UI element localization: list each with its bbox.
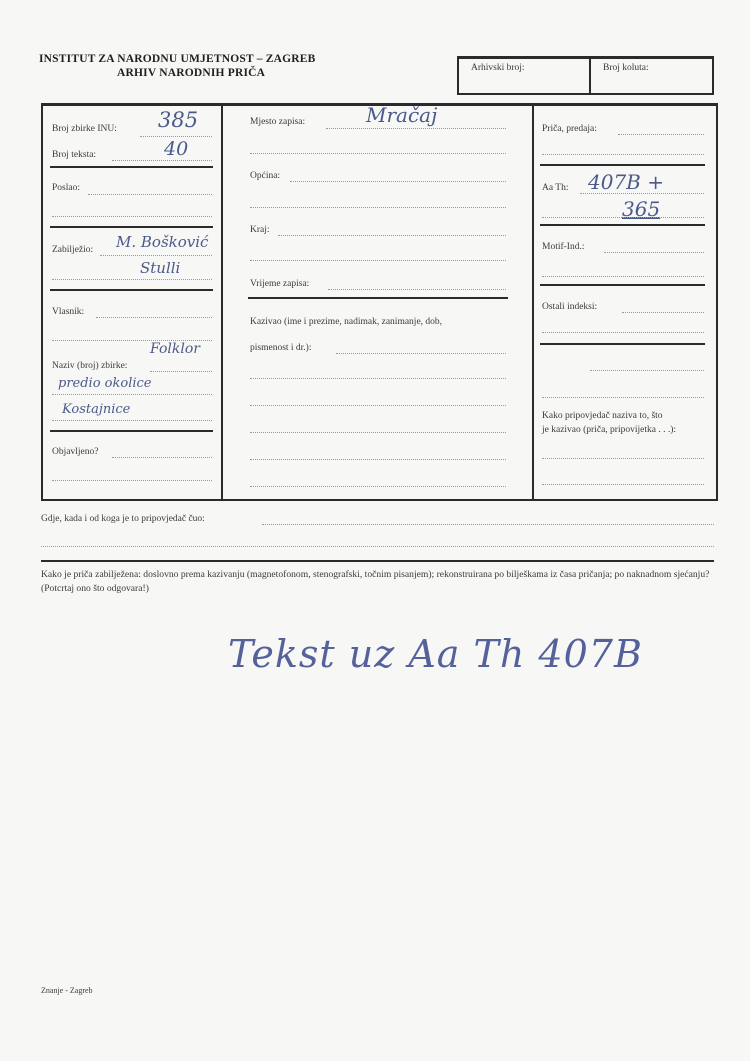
recorder-value-2: Stulli — [140, 259, 181, 277]
aath-line-2 — [542, 217, 704, 218]
story-label: Priča, predaja: — [542, 124, 597, 134]
region-line-2 — [250, 260, 506, 261]
other-line-1 — [622, 312, 704, 313]
recorder-line-1 — [100, 255, 212, 256]
text-number-line — [112, 160, 212, 161]
narrator-label-2: pismenost i dr.): — [250, 343, 312, 353]
owner-line-1 — [96, 317, 212, 318]
left-divider-3 — [50, 289, 213, 291]
where-when-line-2 — [41, 546, 714, 547]
story-line-2 — [542, 154, 704, 155]
motif-label: Motif-Ind.: — [542, 242, 585, 252]
sender-label: Poslao: — [52, 183, 80, 193]
aath-line-1 — [580, 193, 704, 194]
owner-label: Vlasnik: — [52, 307, 85, 317]
where-when-label: Gdje, kada i od koga je to pripovjedač čuo: — [41, 514, 205, 524]
column-divider-right — [532, 106, 534, 499]
story-line-1 — [618, 134, 704, 135]
column-divider-left — [221, 106, 223, 499]
other-indexes-label: Ostali indeksi: — [542, 302, 598, 312]
municipality-line-2 — [250, 207, 506, 208]
sender-line-2 — [52, 216, 212, 217]
motif-line-2 — [542, 276, 704, 277]
publisher-footer: Znanje - Zagreb — [41, 986, 93, 995]
institute-title: INSTITUT ZA NARODNU UMJETNOST – ZAGREB — [39, 53, 316, 65]
left-divider-2 — [50, 226, 213, 228]
archive-number-box — [457, 56, 714, 95]
recorder-value-1: M. Bošković — [116, 233, 209, 251]
form-grid — [41, 103, 718, 501]
narrator-line-1 — [336, 353, 506, 354]
motif-line-1 — [604, 252, 704, 253]
where-when-line-1 — [262, 524, 714, 525]
sender-line-1 — [88, 194, 212, 195]
narrator-line-4 — [250, 432, 506, 433]
collection-number-label: Broj zbirke INU: — [52, 124, 117, 134]
collection-name-line-3 — [52, 420, 212, 421]
place-line-2 — [250, 153, 506, 154]
narrator-line-5 — [250, 459, 506, 460]
other-line-3 — [590, 370, 704, 371]
collection-number-value: 385 — [158, 108, 199, 132]
narrator-line-2 — [250, 378, 506, 379]
archive-number-divider — [589, 59, 591, 93]
reel-number-label: Broj koluta: — [603, 63, 649, 73]
how-named-line-1 — [542, 458, 704, 459]
right-divider-2 — [540, 224, 705, 226]
right-divider-4 — [540, 343, 705, 345]
text-number-label: Broj teksta: — [52, 150, 97, 160]
questions-divider — [41, 560, 714, 562]
how-recorded-text: Kako je priča zabilježena: doslovno prema kazivanju (magnetofonom, stenografski, točnim pisanjem); rekonstruirana po bilješkama iz časa pričanja; po naknadnom sjećanju? (Potcrtaj ono što odgovara!) — [41, 569, 710, 594]
published-label: Objavljeno? — [52, 447, 99, 457]
recorder-label: Zabilježio: — [52, 245, 94, 255]
place-label: Mjesto zapisa: — [250, 117, 306, 127]
text-number-value: 40 — [164, 138, 189, 160]
right-divider-1 — [540, 164, 705, 166]
collection-number-line — [140, 136, 212, 137]
collection-name-line-1 — [150, 371, 212, 372]
right-divider-3 — [540, 284, 705, 286]
other-line-4 — [542, 397, 704, 398]
published-line-1 — [112, 457, 212, 458]
published-line-2 — [52, 480, 212, 481]
time-label: Vrijeme zapisa: — [250, 279, 310, 289]
archive-number-label: Arhivski broj: — [471, 63, 525, 73]
region-label: Kraj: — [250, 225, 270, 235]
handwritten-note: Tekst uz Aa Th 407B — [228, 632, 643, 676]
collection-name-value-2: predio okolice — [58, 376, 152, 391]
place-value: Mračaj — [366, 103, 438, 127]
place-line-1 — [326, 128, 506, 129]
middle-divider — [248, 297, 508, 299]
aath-value-1: 407B + — [588, 170, 664, 194]
recorder-line-2 — [52, 279, 212, 280]
time-line — [328, 289, 506, 290]
narrator-line-3 — [250, 405, 506, 406]
region-line-1 — [278, 235, 506, 236]
collection-name-value-1: Folklor — [150, 341, 200, 357]
other-line-2 — [542, 332, 704, 333]
aath-value-2: 365 — [622, 197, 661, 221]
collection-name-value-3: Kostajnice — [62, 402, 131, 417]
archive-title: ARHIV NARODNIH PRIČA — [117, 67, 266, 79]
narrator-label-1: Kazivao (ime i prezime, nadimak, zanimanje, dob, — [250, 317, 443, 327]
left-divider-4 — [50, 430, 213, 432]
aath-label: Aa Th: — [542, 183, 569, 193]
how-named-line-2 — [542, 484, 704, 485]
how-named-label-2: je kazivao (priča, pripovijetka . . .): — [542, 425, 677, 435]
collection-name-label: Naziv (broj) zbirke: — [52, 361, 128, 371]
left-divider-1 — [50, 166, 213, 168]
narrator-line-6 — [250, 486, 506, 487]
municipality-line-1 — [290, 181, 506, 182]
municipality-label: Općina: — [250, 171, 281, 181]
how-named-label-1: Kako pripovjedač naziva to, što — [542, 411, 663, 421]
collection-name-line-2 — [52, 394, 212, 395]
